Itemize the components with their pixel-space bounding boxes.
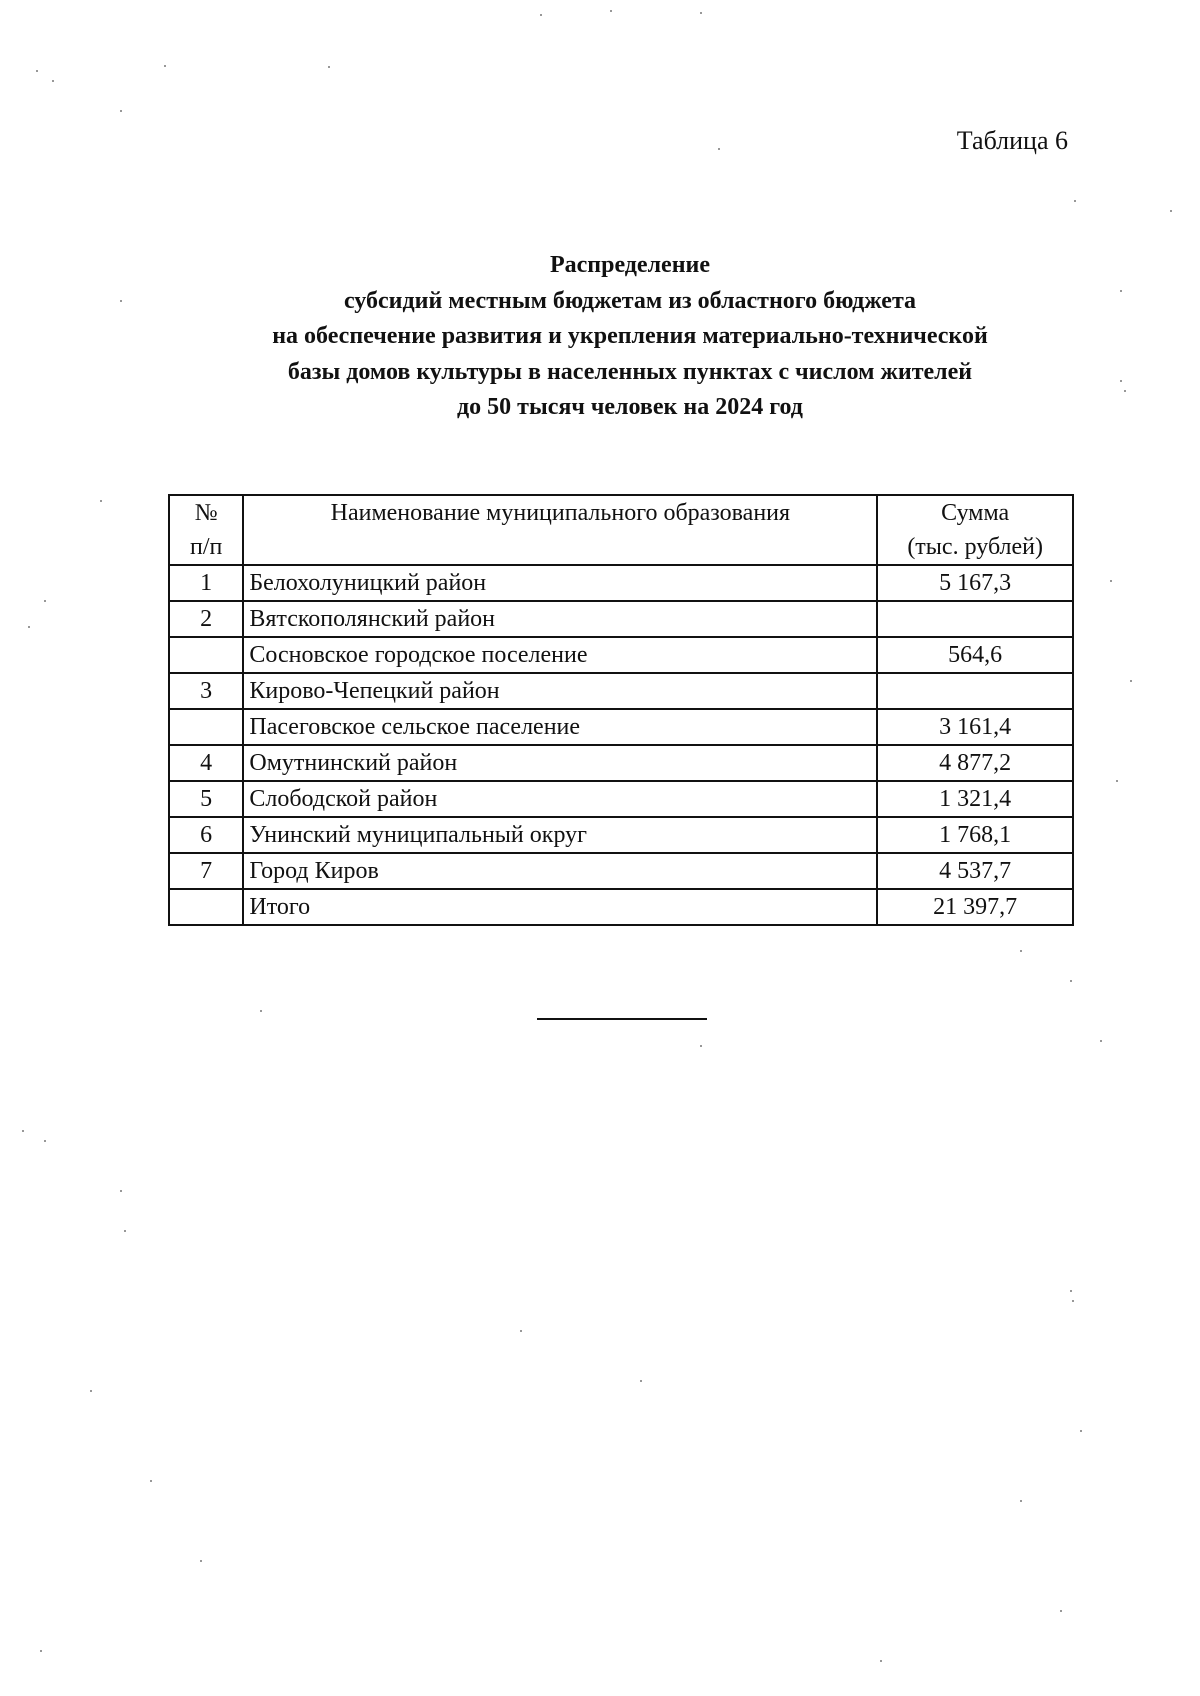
table-row (169, 673, 1073, 709)
table-row (169, 637, 1073, 673)
row-name: Город Киров (243, 853, 877, 889)
row-sum: 1 768,1 (877, 817, 1073, 853)
table-row (169, 601, 1073, 637)
table-row (169, 853, 1073, 889)
row-number: 4 (169, 745, 243, 781)
row-number: 3 (169, 673, 243, 709)
row-sum: 3 161,4 (877, 709, 1073, 745)
header-name (243, 495, 877, 565)
table-row (169, 709, 1073, 745)
row-sum (877, 673, 1073, 709)
title-line: на обеспечение развития и укрепления материально-технической (272, 323, 988, 349)
row-number (169, 709, 243, 745)
header-name-text: Наименование муниципального образования (330, 500, 791, 526)
header-number-symbol: № (194, 500, 218, 526)
document-title (150, 248, 1110, 426)
header-sum-unit: (тыс. рублей) (907, 534, 1044, 560)
table-header-row (169, 495, 1073, 565)
title-line: базы домов культуры в населенных пунктах с числом жителей (287, 358, 973, 385)
row-number: 7 (169, 853, 243, 889)
row-sum: 1 321,4 (877, 781, 1073, 817)
row-name: Вятскополянский район (243, 601, 877, 637)
row-sum: 5 167,3 (877, 565, 1073, 601)
row-sum: 4 537,7 (877, 853, 1073, 889)
title-line: до 50 тысяч человек на 2024 год (457, 394, 803, 420)
header-number (169, 495, 243, 565)
row-name: Унинский муниципальный округ (243, 817, 877, 853)
table-total-row (169, 889, 1073, 925)
row-number: 1 (169, 565, 243, 601)
row-number: 2 (169, 601, 243, 637)
row-sum (877, 601, 1073, 637)
header-sum (877, 495, 1073, 565)
total-label: Итого (243, 889, 877, 925)
row-sum: 4 877,2 (877, 745, 1073, 781)
row-sum: 564,6 (877, 637, 1073, 673)
row-number: 5 (169, 781, 243, 817)
row-number: 6 (169, 817, 243, 853)
table-row (169, 817, 1073, 853)
table-row (169, 745, 1073, 781)
end-divider (537, 1018, 707, 1020)
total-sum: 21 397,7 (877, 889, 1073, 925)
row-name: Омутнинский район (243, 745, 877, 781)
row-name: Белохолуницкий район (243, 565, 877, 601)
title-line: Распределение (549, 252, 711, 278)
table-row (169, 565, 1073, 601)
title-line: субсидий местным бюджетам из областного бюджета (343, 287, 917, 314)
row-name: Сосновское городское поселение (243, 637, 877, 673)
total-number (169, 889, 243, 925)
row-name: Слободской район (243, 781, 877, 817)
row-number (169, 637, 243, 673)
header-sum-label: Сумма (941, 500, 1010, 526)
table-number: Таблица 6 (956, 126, 1068, 155)
header-number-abbr: п/п (190, 534, 223, 560)
distribution-table (168, 494, 1074, 926)
table-row (169, 781, 1073, 817)
row-name: Кирово-Чепецкий район (243, 673, 877, 709)
row-name: Пасеговское сельское паселение (243, 709, 877, 745)
